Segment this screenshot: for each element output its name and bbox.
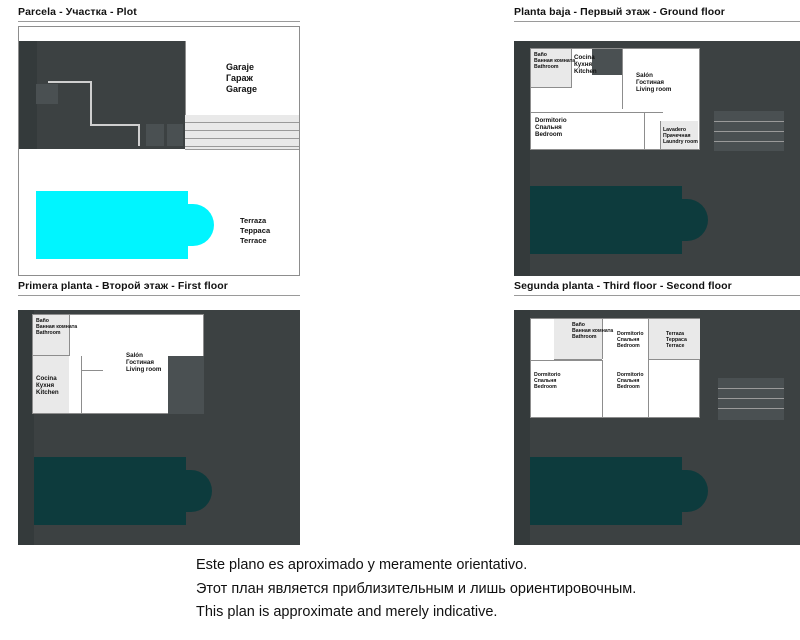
plot-building-left-strip bbox=[19, 41, 37, 149]
ground-wall-1 bbox=[571, 49, 572, 87]
ground-living-label-ru: Гостиная bbox=[636, 79, 664, 86]
first-pool-area bbox=[34, 457, 186, 525]
panel-second-canvas bbox=[514, 300, 796, 545]
panel-second-title: Segunda planta - Third floor - Second floor bbox=[514, 280, 732, 292]
second-wall-4 bbox=[531, 360, 603, 361]
terrace-label-ru: Терраса bbox=[240, 226, 271, 235]
first-kitchen-label-en: Kitchen bbox=[36, 389, 59, 396]
ground-bedroom-label-es: Dormitorio bbox=[535, 117, 567, 124]
plot-interior-block-a bbox=[36, 84, 58, 104]
panel-plot-rule bbox=[18, 21, 300, 22]
second-bathroom-label-en: Bathroom bbox=[572, 334, 597, 340]
first-bathroom-label-ru: Ванная комната bbox=[36, 324, 78, 330]
second-left-strip bbox=[514, 310, 530, 545]
ground-wall-6 bbox=[660, 121, 661, 149]
ground-bedroom-label-ru: Спальня bbox=[535, 124, 562, 131]
driveway-line-4 bbox=[185, 146, 299, 147]
plot-wall-b bbox=[90, 81, 92, 126]
first-living-label-es: Salón bbox=[126, 352, 143, 359]
ground-kitchen-label-en: Kitchen bbox=[574, 68, 597, 75]
disclaimer-es: Este plano es aproximado y meramente orientativo. bbox=[196, 557, 528, 573]
garage-label-es: Garaje bbox=[226, 62, 255, 72]
ground-side-line-2 bbox=[714, 131, 784, 132]
second-side-structure bbox=[718, 378, 784, 420]
plot-interior-block-b bbox=[146, 124, 164, 146]
second-side-line-1 bbox=[718, 388, 784, 389]
first-wall-4 bbox=[81, 370, 103, 371]
second-wall-5 bbox=[648, 319, 649, 418]
disclaimer bbox=[196, 554, 796, 625]
driveway-line-1 bbox=[185, 122, 299, 123]
first-wall-3 bbox=[81, 356, 82, 413]
ground-side-line-3 bbox=[714, 141, 784, 142]
second-bathroom-label-ru: Ванная комната bbox=[572, 328, 614, 334]
garage-driveway bbox=[185, 115, 299, 149]
second-bedroom2-label-ru: Спальня bbox=[534, 378, 557, 384]
second-terrace-label-ru: Терраса bbox=[666, 337, 687, 343]
ground-laundry-label-es: Lavadero bbox=[663, 127, 687, 133]
panel-second-rule bbox=[514, 295, 800, 296]
second-wall-1 bbox=[602, 319, 603, 359]
first-stair-block bbox=[168, 356, 204, 414]
first-kitchen-label-es: Cocina bbox=[36, 375, 57, 382]
second-bedroom1-label-ru: Спальня bbox=[617, 337, 640, 343]
panel-plot-title: Parcela - Участка - Plot bbox=[18, 6, 137, 18]
second-side-line-2 bbox=[718, 398, 784, 399]
ground-wall-2 bbox=[531, 87, 572, 88]
second-pool-area bbox=[530, 457, 682, 525]
plot-wall-d bbox=[138, 124, 140, 146]
first-living-label-ru: Гостиная bbox=[126, 359, 154, 366]
ground-bathroom-label-ru: Ванная комната bbox=[534, 58, 576, 64]
ground-kitchen-label-ru: Кухня bbox=[574, 61, 593, 68]
panel-ground-floor bbox=[514, 6, 800, 278]
ground-living-label-en: Living room bbox=[636, 86, 672, 93]
ground-wall-3 bbox=[622, 49, 623, 109]
garage-label-en: Garage bbox=[226, 84, 258, 94]
panel-first-canvas bbox=[18, 300, 300, 545]
second-terrace-label-en: Terrace bbox=[666, 343, 685, 349]
driveway-edge bbox=[185, 149, 299, 150]
driveway-line-3 bbox=[185, 138, 299, 139]
second-terrace-label-es: Terraza bbox=[666, 331, 685, 337]
panel-ground-title: Planta baja - Первый этаж - Ground floor bbox=[514, 6, 725, 18]
first-wall-1 bbox=[69, 315, 70, 355]
ground-kitchen-label-es: Cocina bbox=[574, 54, 595, 61]
ground-living-label-es: Salón bbox=[636, 72, 653, 79]
ground-left-strip bbox=[514, 41, 530, 276]
ground-pool-area bbox=[530, 186, 682, 254]
second-bedroom1-label-es: Dormitorio bbox=[617, 331, 644, 337]
ground-laundry-label-en: Laundry room bbox=[663, 139, 698, 145]
second-bedroom3-label-ru: Спальня bbox=[617, 378, 640, 384]
panel-first-title: Primera planta - Второй этаж - First floor bbox=[18, 280, 228, 292]
second-wall-3 bbox=[602, 360, 603, 417]
panel-plot-canvas bbox=[18, 26, 300, 274]
first-living-label-en: Living room bbox=[126, 366, 162, 373]
garage-label-ru: Гараж bbox=[226, 73, 253, 83]
driveway-line-2 bbox=[185, 130, 299, 131]
terrace-label-es: Terraza bbox=[240, 216, 267, 225]
ground-bathroom-label-es: Baño bbox=[534, 52, 547, 58]
ground-bedroom-label-en: Bedroom bbox=[535, 131, 563, 138]
first-bathroom-label-es: Baño bbox=[36, 318, 49, 324]
second-bathroom-label-es: Baño bbox=[572, 322, 585, 328]
plot-interior-block-c bbox=[167, 124, 183, 146]
panel-first-rule bbox=[18, 295, 300, 296]
ground-laundry-label-ru: Прачечная bbox=[663, 133, 691, 139]
second-bedroom3-label-es: Dormitorio bbox=[617, 372, 644, 378]
disclaimer-ru: Этот план является приблизительным и лишь ориентировочным. bbox=[196, 580, 637, 597]
plot-wall-a bbox=[48, 81, 92, 83]
panel-first-floor bbox=[18, 280, 398, 548]
disclaimer-en: This plan is approximate and merely indicative. bbox=[196, 604, 498, 620]
ground-bathroom-label-en: Bathroom bbox=[534, 64, 559, 70]
second-bedroom1-label-en: Bedroom bbox=[617, 343, 640, 349]
plot-wall-c bbox=[92, 124, 140, 126]
second-bedroom2-label-en: Bedroom bbox=[534, 384, 557, 390]
panel-second-floor bbox=[514, 280, 800, 548]
first-bathroom-label-en: Bathroom bbox=[36, 330, 61, 336]
ground-wall-5 bbox=[644, 112, 645, 149]
second-bedroom2-label-es: Dormitorio bbox=[534, 372, 561, 378]
second-side-line-3 bbox=[718, 408, 784, 409]
second-bedroom3-label-en: Bedroom bbox=[617, 384, 640, 390]
ground-side-line-1 bbox=[714, 121, 784, 122]
terrace-label-en: Terrace bbox=[240, 236, 267, 245]
second-wall-6 bbox=[648, 359, 700, 360]
panel-ground-canvas bbox=[514, 26, 796, 274]
swimming-pool bbox=[36, 191, 188, 259]
panel-ground-rule bbox=[514, 21, 800, 22]
first-kitchen-label-ru: Кухня bbox=[36, 382, 55, 389]
panel-plot bbox=[18, 6, 398, 278]
